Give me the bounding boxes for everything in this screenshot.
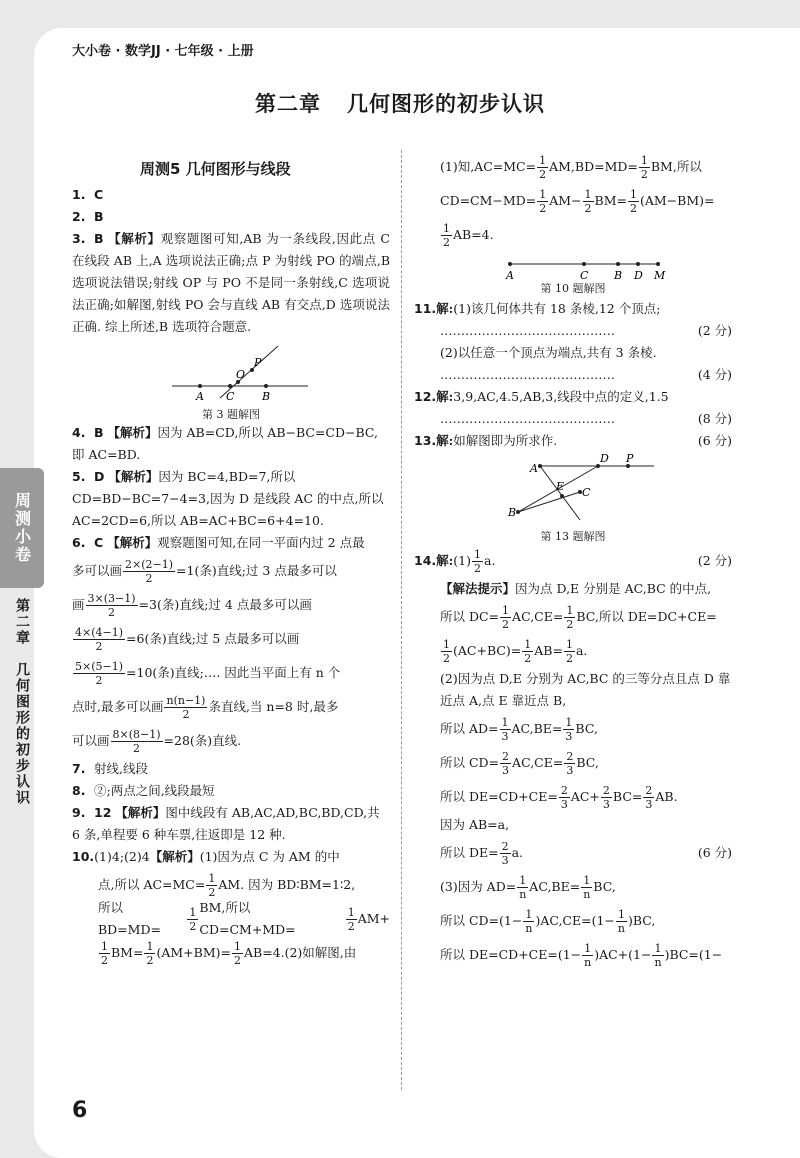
side-tab-chapter: 第二章 几何图形的初步认识 [14, 598, 30, 806]
text: 2 [502, 749, 510, 763]
text: E [556, 480, 565, 493]
text: AM,BD=MD= [549, 159, 638, 174]
text: BC, [575, 721, 598, 736]
text: 解: [436, 389, 454, 404]
answer-14 [414, 544, 732, 972]
text: D [94, 469, 105, 484]
text: 所以 CD= [440, 755, 500, 770]
answer-4 [72, 422, 390, 466]
text: B [94, 231, 104, 246]
text: (4 分) [697, 367, 732, 382]
text: 多可以画 [72, 563, 123, 578]
text: 2 [145, 571, 153, 585]
answer-5 [72, 466, 390, 532]
text: (1) [453, 553, 471, 568]
text: 2 [189, 919, 197, 933]
text: 2 [539, 167, 547, 181]
text: 2 [565, 651, 573, 665]
text: n [519, 887, 527, 901]
text: 1 [208, 871, 216, 885]
text: AB= [534, 643, 563, 658]
text: 1 [189, 905, 197, 919]
text: CD=CM−MD= [440, 193, 537, 208]
text: a. [484, 553, 496, 568]
text: 3×(3−1) [87, 591, 136, 605]
left-column [72, 184, 390, 970]
figure-10 [414, 252, 732, 298]
text: 7. [72, 761, 86, 776]
text: 5. [72, 469, 86, 484]
text: 射线,线段 [94, 761, 148, 776]
answer-12 [414, 386, 732, 430]
text: 1 [146, 939, 154, 953]
chapter-title [0, 88, 800, 118]
text: 2 [95, 673, 103, 687]
text: AM. 因为 BD∶BM=1∶2, [218, 877, 356, 892]
text: 1 [629, 187, 637, 201]
text: A [196, 390, 204, 403]
figure-13 [414, 452, 732, 544]
text: BM,所以 CD=CM+MD= [199, 900, 296, 937]
text: 2 [502, 617, 510, 631]
text: 1 [347, 905, 355, 919]
text: 3 [501, 729, 509, 743]
answer-11 [414, 298, 732, 386]
text: 9. [72, 805, 86, 820]
text: C [94, 187, 104, 202]
text: (2 分) [697, 553, 732, 568]
text: P [254, 356, 262, 369]
text: 2 [501, 839, 509, 853]
text: D [634, 269, 643, 282]
text: 1 [502, 603, 510, 617]
text: 3,9,AC,4.5,AB,3,线段中点的定义,1.5 [453, 389, 669, 404]
text: 所以 BD=MD= [98, 900, 161, 937]
chapter-name: 几何图形的初步认识 [347, 92, 545, 116]
text: 1 [474, 547, 481, 561]
text: 11. [414, 301, 437, 316]
text: BC,所以 DE=DC+CE= [576, 609, 717, 624]
text: BC, [576, 755, 599, 770]
text: (8 分) [697, 411, 732, 426]
text: 2 [640, 167, 648, 181]
text: ②;两点之间,线段最短 [94, 783, 215, 798]
text: B [614, 269, 623, 282]
text: (1)知,AC=MC= [440, 159, 537, 174]
text: 2 [101, 953, 108, 967]
answer-8 [72, 780, 390, 802]
text: 【解析】 [107, 535, 158, 550]
text: 3 [502, 763, 510, 777]
text: BM,所以 [650, 159, 702, 174]
text: n [525, 921, 533, 935]
text: 1 [539, 153, 547, 167]
text: 【解析】 [115, 805, 166, 820]
text: 2 [539, 201, 547, 215]
text: 3 [566, 763, 574, 777]
text: 条直线,当 n=8 时,最多 [208, 699, 339, 714]
text: (2)因为点 D,E 分别为 AC,BC 的三等分点且点 D 靠近点 A,点 E 靠近点 B, [440, 671, 731, 708]
text: 【解析】 [108, 469, 159, 484]
text: 2 [566, 617, 574, 631]
text: n(n−1) [166, 693, 206, 707]
text: =6(条)直线;过 5 点最多可以画 [126, 631, 300, 646]
text: 3 [501, 853, 509, 867]
figure-3 [72, 338, 390, 422]
text: 观察题图可知,AB 为一条线段,因此点 C 在线段 AB 上,A 选项说法正确;点 P 为射线 PO 的端点,B 选项说法错误;射线 OP 与 PO 不是同一条射线,C 选项说法正确;如解图,射线 PO 会与直线 AB 有交点,D 选项说法正确. 综上所述,B 选项符合题意. [72, 231, 390, 334]
text: AB=4.(2)如解图,由 [243, 945, 357, 960]
text: 5×(5−1) [75, 659, 124, 673]
text: 2 [108, 605, 116, 619]
text: 1 [565, 637, 573, 651]
figure-10-caption: 第 10 题解图 [540, 282, 606, 295]
text: 所以 DE=CD+CE= [440, 789, 558, 804]
text: 1. [72, 187, 86, 202]
text: 所以 DC= [440, 609, 500, 624]
text: 1 [652, 942, 663, 956]
text: )AC+(1− [594, 947, 652, 962]
page-number: 6 [72, 1098, 88, 1123]
text: (AM−BM)= [639, 193, 715, 208]
text: 1 [517, 874, 528, 888]
text: 2 [347, 919, 355, 933]
answer-7 [72, 758, 390, 780]
text: 观察题图可知,在同一平面内过 2 点最 [157, 535, 365, 550]
text: 1 [566, 603, 574, 617]
text: B [94, 209, 104, 224]
text: (1)因为点 C 为 AM 的中 [199, 849, 340, 864]
side-tab-label: 周测小卷 [0, 468, 44, 588]
text: =3(条)直线;过 4 点最多可以画 [138, 597, 312, 612]
text: 【解析】 [107, 425, 158, 440]
text: 【解析】 [107, 231, 161, 246]
text: B [262, 390, 271, 403]
text: 1 [640, 153, 648, 167]
right-column [414, 150, 732, 972]
text: 2×(2−1) [125, 557, 174, 571]
text: 8×(8−1) [112, 727, 161, 741]
text: 10. [72, 849, 95, 864]
text: 13. [414, 433, 437, 448]
text: 2 [602, 783, 610, 797]
text: 因为 AB=CD,所以 AB−BC=CD−BC,即 AC=BD. [72, 425, 379, 462]
text: C [94, 535, 104, 550]
text: a. [575, 643, 588, 658]
text: C [226, 390, 235, 403]
answer-10 [72, 846, 390, 970]
text: 2 [233, 953, 241, 967]
text: 【解法提示】 [440, 581, 516, 596]
text: 1 [233, 939, 241, 953]
text: A [530, 462, 538, 475]
text: =1(条)直线;过 3 点最多可以 [176, 563, 337, 578]
text: 因为 AB=a, [440, 817, 510, 832]
text: 1 [524, 637, 532, 651]
figure-13-caption: 第 13 题解图 [540, 530, 606, 543]
text: 1 [565, 715, 573, 729]
text: 解: [436, 433, 454, 448]
text: D [600, 452, 609, 465]
text: 2 [629, 201, 637, 215]
text: (AM+BM)= [156, 945, 231, 960]
text: …………………………………… [440, 411, 615, 426]
text: 2 [443, 651, 450, 665]
text: 3 [645, 797, 653, 811]
text: 1 [523, 908, 534, 922]
side-tab [0, 468, 48, 806]
text: 1 [443, 221, 450, 235]
text: )BC, [628, 913, 656, 928]
text: )AC,CE=(1− [535, 913, 615, 928]
text: 2 [208, 885, 216, 899]
text: a. [511, 845, 524, 860]
text: 2. [72, 209, 86, 224]
text: P [626, 452, 634, 465]
text: 3 [602, 797, 610, 811]
text: (6 分) [697, 845, 732, 860]
text: 1 [443, 637, 450, 651]
text: 画 [72, 597, 85, 612]
text: C [582, 486, 591, 499]
text: 2 [474, 561, 481, 575]
text: 2 [95, 639, 103, 653]
text: 解: [436, 553, 454, 568]
text: 2 [182, 707, 190, 721]
text: (2 分) [697, 323, 732, 338]
text: 3 [560, 797, 568, 811]
answer-2 [72, 206, 390, 228]
text: 2 [443, 235, 450, 249]
text: 2 [146, 953, 154, 967]
text: n [584, 955, 592, 969]
column-divider [401, 150, 402, 1090]
text: BM= [594, 193, 627, 208]
figure-13-diagram [414, 452, 732, 526]
text: =28(条)直线. [163, 733, 242, 748]
text: AC+ [570, 789, 600, 804]
text: 所以 AD= [440, 721, 499, 736]
text: B [508, 506, 517, 519]
text: 解: [436, 301, 454, 316]
text: 1 [539, 187, 547, 201]
text: (3)因为 AD= [440, 879, 517, 894]
text: 【解析】 [149, 849, 200, 864]
text: AC,CE= [512, 755, 564, 770]
text: (AC+BC)= [453, 643, 522, 658]
text: 所以 CD=(1− [440, 913, 523, 928]
text: 6. [72, 535, 86, 550]
text: 1 [584, 187, 592, 201]
text: AM− [549, 193, 582, 208]
text: AM+ [357, 911, 390, 926]
text: 2 [645, 783, 653, 797]
text: AC,BE= [529, 879, 581, 894]
text: 3 [565, 729, 573, 743]
answer-3 [72, 228, 390, 338]
text: 2 [133, 741, 141, 755]
text: 14. [414, 553, 437, 568]
text: …………………………………… [440, 323, 615, 338]
text: =10(条)直线;…. 因此当平面上有 n 个 [126, 665, 341, 680]
text: 点,所以 AC=MC= [98, 877, 206, 892]
text: B [94, 425, 104, 440]
answer-13 [414, 430, 732, 544]
text: 图中线段有 AB,AC,AD,BC,BD,CD,共 6 条,单程要 6 种车票,往返即是 12 种. [72, 805, 380, 842]
text: 8. [72, 783, 86, 798]
text: 1 [581, 874, 592, 888]
text: )BC=(1− [664, 947, 723, 962]
text: 如解图即为所求作. [453, 433, 558, 448]
text: n [617, 921, 625, 935]
text: n [583, 887, 591, 901]
text: AC,BE= [511, 721, 563, 736]
text: BM= [111, 945, 144, 960]
text: 因为点 D,E 分别是 AC,BC 的中点, [515, 581, 712, 596]
text: 2 [566, 749, 574, 763]
text: 4×(4−1) [75, 625, 124, 639]
text: (1)4;(2)4 [94, 849, 150, 864]
text: 2 [560, 783, 568, 797]
text: n [654, 955, 662, 969]
answer-1 [72, 184, 390, 206]
text: M [654, 269, 666, 282]
text: 所以 DE= [440, 845, 499, 860]
chapter-number: 第二章 [255, 92, 321, 116]
text: 所以 DE=CD+CE=(1− [440, 947, 582, 962]
text: 可以画 [72, 733, 110, 748]
text: 因为 BC=4,BD=7,所以 CD=BD−BC=7−4=3,因为 D 是线段 AC 的中点,所以 AC=2CD=6,所以 AB=AC+BC=6+4=10. [72, 469, 384, 528]
text: 1 [582, 942, 593, 956]
text: 4. [72, 425, 86, 440]
text: BC, [593, 879, 616, 894]
answer-9 [72, 802, 390, 846]
text: (2)以任意一个顶点为端点,共有 3 条棱. [440, 345, 657, 360]
text: 12. [414, 389, 437, 404]
text: A [506, 269, 514, 282]
text: 1 [101, 939, 108, 953]
text: BC= [612, 789, 643, 804]
text: 1 [616, 908, 627, 922]
text: O [236, 368, 246, 381]
text: AB=4. [453, 227, 494, 242]
text: AC,CE= [512, 609, 564, 624]
text: 12 [94, 805, 112, 820]
text: AB. [655, 789, 678, 804]
section-title: 周测5 几何图形与线段 [140, 160, 291, 178]
answer-6 [72, 532, 390, 758]
text: 1 [501, 715, 509, 729]
text: 2 [584, 201, 592, 215]
figure-3-caption: 第 3 题解图 [202, 408, 260, 421]
text: …………………………………… [440, 367, 615, 382]
text: C [580, 269, 589, 282]
figure-3-diagram [72, 338, 390, 408]
text: 3. [72, 231, 86, 246]
text: 2 [524, 651, 532, 665]
running-header: 大小卷 · 数学JJ · 七年级 · 上册 [72, 44, 254, 59]
text: 点时,最多可以画 [72, 699, 164, 714]
text: (6 分) [697, 433, 732, 448]
text: (1)该几何体共有 18 条棱,12 个顶点; [453, 301, 661, 316]
